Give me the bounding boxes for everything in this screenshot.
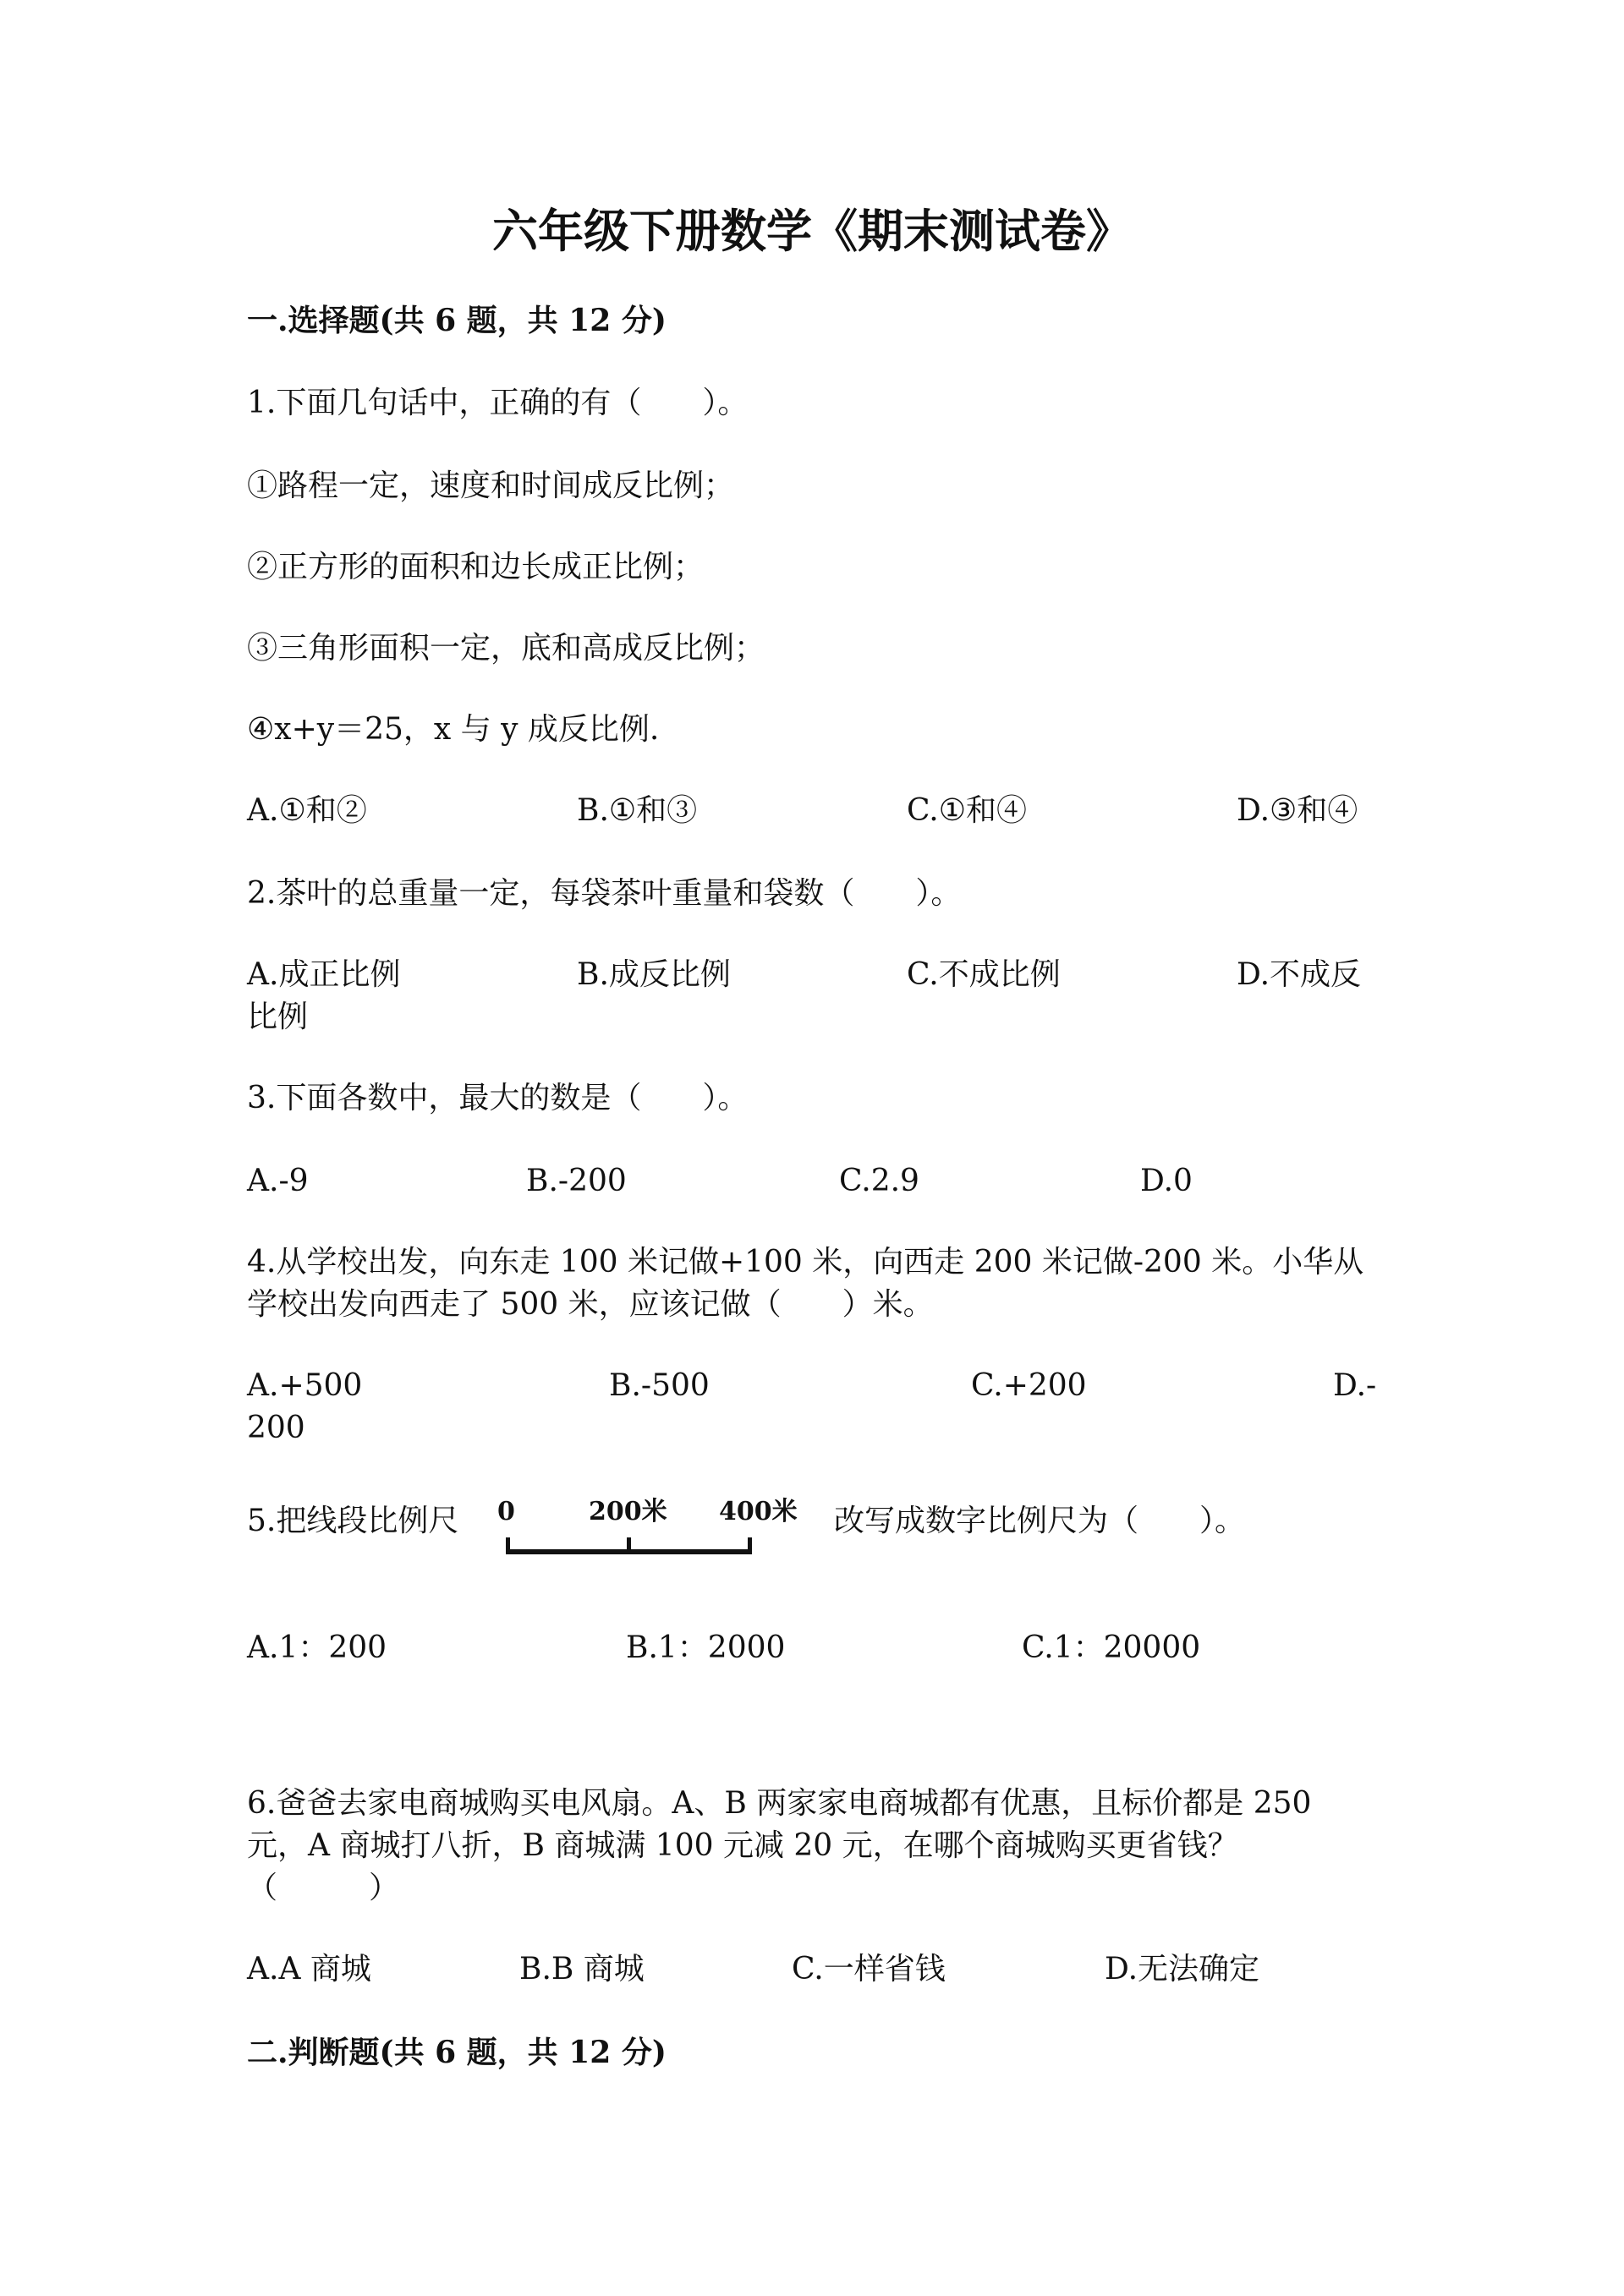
scale-bar — [506, 1549, 751, 1554]
question-2-option-c: C.不成比例 — [907, 957, 1061, 992]
question-3-option-c: C.2.9 — [839, 1164, 919, 1198]
question-4-option-d-continued: 200 — [247, 1411, 305, 1445]
question-4-stem-line-1: 4.从学校出发，向东走 100 米记做+100 米，向西走 200 米记做-200 米。小华从 — [247, 1245, 1364, 1280]
question-1-statement-2: ②正方形的面积和边长成正比例； — [247, 550, 705, 584]
question-6-option-d: D.无法确定 — [1105, 1952, 1260, 1986]
question-3-option-d: D.0 — [1140, 1164, 1193, 1198]
page-title: 六年级下册数学《期末测试卷》 — [492, 204, 1132, 258]
question-5-stem-after: 改写成数字比例尺为（ ）。 — [834, 1504, 1246, 1538]
scale-label-400: 400米 — [719, 1497, 798, 1526]
question-3-option-a: A.-9 — [247, 1164, 309, 1198]
question-6-option-c: C.一样省钱 — [792, 1952, 946, 1986]
question-6-option-a: A.A 商城 — [247, 1952, 371, 1986]
question-6-stem-line-1: 6.爸爸去家电商城购买电风扇。A、B 两家家电商城都有优惠，且标价都是 250 — [247, 1786, 1312, 1821]
question-6-option-b: B.B 商城 — [519, 1952, 645, 1986]
question-4-option-a: A.+500 — [247, 1368, 363, 1403]
question-1-option-d: D.③和④ — [1237, 793, 1358, 828]
question-4-option-b: B.-500 — [609, 1368, 710, 1403]
question-1-option-c: C.①和④ — [907, 793, 1027, 828]
question-1-statement-1: ①路程一定，速度和时间成反比例； — [247, 469, 735, 503]
question-2-option-a: A.成正比例 — [247, 957, 401, 992]
section-heading-choice: 一.选择题(共 6 题，共 12 分) — [247, 303, 667, 338]
question-6-stem-line-2: 元，A 商城打八折，B 商城满 100 元减 20 元，在哪个商城购买更省钱？ — [247, 1828, 1238, 1863]
question-4-option-c: C.+200 — [971, 1368, 1087, 1403]
question-4-stem-line-2: 学校出发向西走了 500 米，应该记做（ ）米。 — [247, 1287, 934, 1322]
question-2-option-b: B.成反比例 — [577, 957, 731, 992]
section-heading-judgement: 二.判断题(共 6 题，共 12 分) — [247, 2035, 667, 2070]
question-1-statement-4: ④x+y＝25，x 与 y 成反比例. — [247, 712, 660, 747]
scale-label-200: 200米 — [589, 1497, 667, 1526]
question-1-option-a: A.①和② — [247, 793, 367, 828]
question-2-option-d-continued: 比例 — [247, 1000, 309, 1034]
question-2-option-d: D.不成反 — [1237, 957, 1362, 992]
question-5-option-a: A.1：200 — [247, 1630, 387, 1665]
question-1-stem: 1.下面几句话中，正确的有（ ）。 — [247, 386, 749, 420]
question-5-stem-before: 5.把线段比例尺 — [247, 1504, 459, 1538]
scale-label-0: 0 — [497, 1497, 515, 1526]
question-2-stem: 2.茶叶的总重量一定，每袋茶叶重量和袋数（ ）。 — [247, 876, 962, 911]
question-3-option-b: B.-200 — [526, 1164, 627, 1198]
question-6-stem-line-3: （ ） — [247, 1871, 400, 1905]
line-segment-scale — [497, 1495, 819, 1588]
question-1-statement-3: ③三角形面积一定，底和高成反比例； — [247, 631, 765, 666]
question-5-option-c: C.1：20000 — [1022, 1630, 1201, 1665]
question-1-option-b: B.①和③ — [577, 793, 698, 828]
question-5-option-b: B.1：2000 — [626, 1630, 786, 1665]
question-3-stem: 3.下面各数中，最大的数是（ ）。 — [247, 1081, 749, 1115]
question-4-option-d: D.- — [1333, 1368, 1377, 1403]
